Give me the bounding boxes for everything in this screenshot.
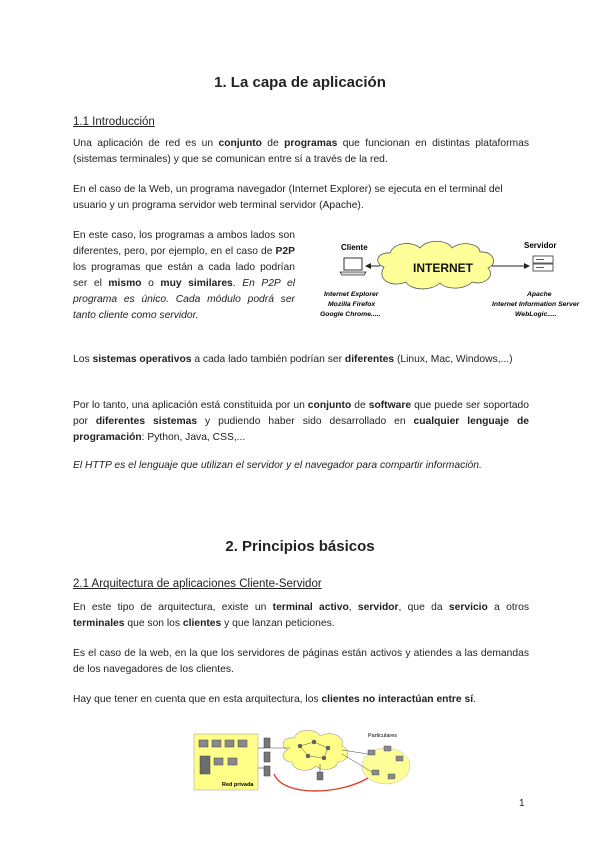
paragraph-application-definition: Por lo tanto, una aplicación está constituida por un conjunto de software que puede ser soportado por diferentes sistemas y pudiendo haber sido desarrollado en cualquier lenguaje de programación: Python, Java, CSS,... (73, 400, 529, 443)
laptop-icon (340, 258, 366, 275)
paragraph-intro: Una aplicación de red es un conjunto de programas que funcionan en distintas plataformas (sistemas terminales) y que se comunican entre sí a través de la red. (73, 138, 529, 165)
paragraph-client-server: En este tipo de arquitectura, existe un terminal activo, servidor, que da servicio a otros terminales que son los clientes y que lanzan peticiones. (73, 602, 530, 629)
server-icon (317, 772, 323, 780)
paragraph-http-note: El HTTP es el lenguaje que utilizan el servidor y el navegador para compartir información. (73, 460, 482, 471)
client-label: Cliente (341, 243, 368, 252)
particulares-label: Particulares (368, 733, 398, 739)
server-label: Servidor (524, 241, 557, 250)
client-server-diagram (312, 234, 597, 326)
private-network-label: Red privada (222, 782, 254, 788)
internet-label: INTERNET (413, 261, 473, 275)
section-2-title: 2. Principios básicos (225, 538, 375, 555)
paragraph-clients-no-interaction: Hay que tener en cuenta que en esta arquitectura, los clientes no interactúan entre sí. (73, 694, 476, 705)
subsection-1-1-title: 1.1 Introducción (73, 116, 155, 128)
paragraph-p2p: En este caso, los programas a ambos lados son diferentes, pero, por ejemplo, en el caso de P2P los programas que están a cada lado podrían ser el mismo o muy similares. En P2P el programa es único. Cada módulo podrá ser tanto cliente como servidor. (73, 230, 295, 321)
server-rack-icons (264, 738, 270, 776)
paragraph-operating-systems: Los sistemas operativos a cada lado también podrían ser diferentes (Linux, Mac, Windows,...) (73, 354, 513, 365)
page-number: 1 (519, 798, 525, 809)
server-apps-list: Apache Internet Information Server WebLogic..... (492, 291, 580, 318)
server-icon (533, 256, 553, 271)
client-apps-list: Internet Explorer Mozilla Firefox Google Chrome..... (320, 291, 381, 318)
network-architecture-diagram (192, 728, 414, 794)
section-1-title: 1. La capa de aplicación (214, 74, 386, 91)
subsection-2-1-title: 2.1 Arquitectura de aplicaciones Cliente-Servidor (73, 578, 322, 590)
paragraph-web-example: En el caso de la Web, un programa navegador (Internet Explorer) se ejecuta en el terminal del usuario y un programa servidor web terminal servidor (Apache). (73, 184, 503, 211)
internet-cloud-icon (283, 730, 348, 770)
paragraph-web-servers: Es el caso de la web, en la que los servidores de páginas están activos y atiendes a las demandas de los navegadores de los clientes. (73, 648, 529, 675)
